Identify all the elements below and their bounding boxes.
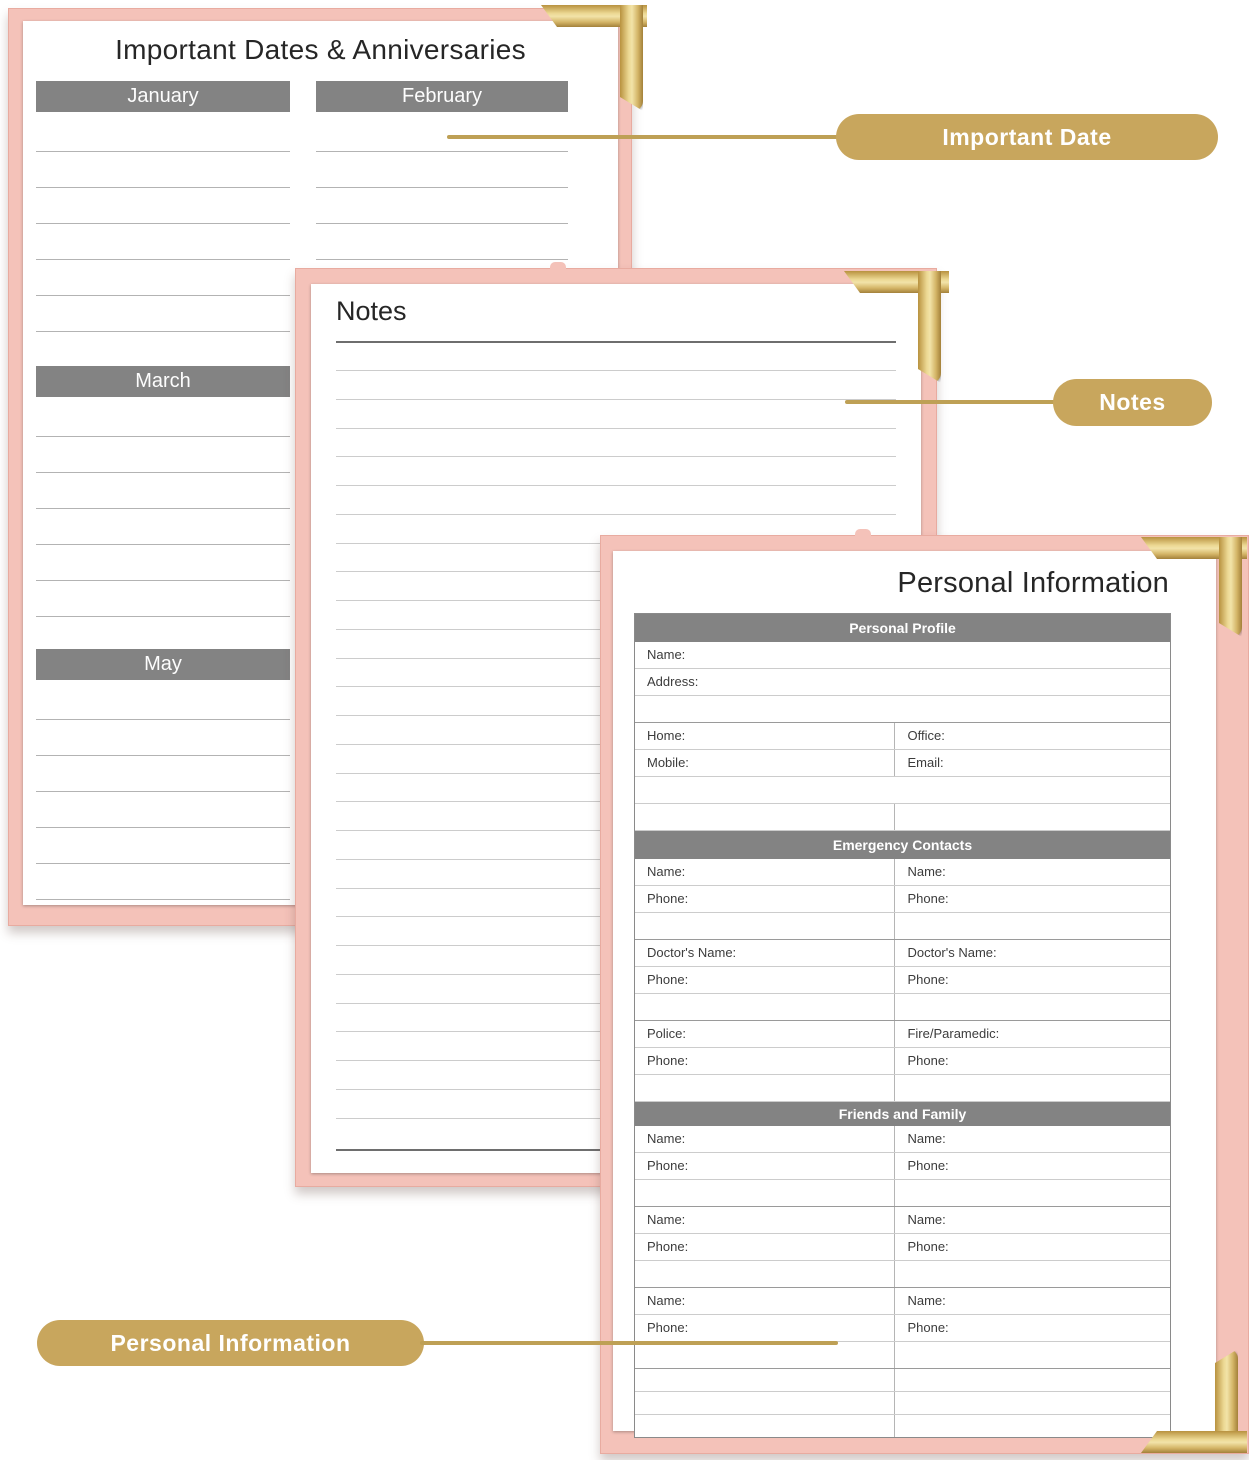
field-label: Fire/Paramedic: — [894, 1021, 1170, 1047]
field-label: Police: — [647, 1026, 687, 1041]
callout-important-date: Important Date — [836, 114, 1218, 160]
field-label: Doctor's Name: — [894, 940, 1170, 966]
table-row — [635, 1126, 1170, 1153]
ruled-line — [36, 508, 290, 509]
personal-info-page-sheet — [600, 535, 1249, 1454]
section-header: Personal Profile — [635, 614, 1170, 642]
ruled-line — [36, 472, 290, 473]
ruled-line — [336, 456, 896, 457]
field-label: Phone: — [894, 886, 1170, 912]
ruled-line — [336, 485, 896, 486]
field-label: Phone: — [647, 972, 689, 987]
table-row — [635, 1342, 1170, 1369]
ruled-line — [316, 259, 568, 260]
important-dates-title: Important Dates & Anniversaries — [115, 34, 526, 65]
notes-title: Notes — [336, 296, 407, 326]
ruled-line — [36, 616, 290, 617]
month-header-february: February — [316, 81, 568, 112]
field-label: Name: — [647, 647, 686, 662]
field-label: Phone: — [894, 1048, 1170, 1074]
personal-info-table — [634, 613, 1171, 1438]
table-row — [635, 1048, 1170, 1075]
field-label: Phone: — [894, 1234, 1170, 1260]
blank-field — [635, 1261, 894, 1287]
month-header-may: May — [36, 649, 290, 680]
blank-field — [894, 1180, 1170, 1206]
table-row — [635, 1153, 1170, 1180]
table-row — [635, 1315, 1170, 1342]
table-row — [635, 1392, 1170, 1415]
table-row — [635, 669, 1170, 696]
table-row — [635, 1369, 1170, 1392]
field-label: Phone: — [647, 1320, 689, 1335]
field-label: Phone: — [894, 967, 1170, 993]
table-row — [635, 1261, 1170, 1288]
blank-field — [635, 1392, 894, 1414]
section-header: Friends and Family — [635, 1102, 1170, 1126]
table-row — [635, 777, 1170, 804]
month-header-january: January — [36, 81, 290, 112]
field-label: Name: — [894, 859, 1170, 885]
table-row — [635, 750, 1170, 777]
table-row — [635, 696, 1170, 723]
table-row — [635, 913, 1170, 940]
notes-title-underline — [336, 341, 896, 343]
callout-notes: Notes — [1053, 379, 1212, 426]
gold-corner-icon — [918, 271, 941, 383]
ruled-line — [36, 755, 290, 756]
blank-field — [894, 804, 1170, 830]
personal-info-page — [613, 551, 1216, 1431]
blank-field — [635, 913, 894, 939]
ruled-line — [36, 295, 290, 296]
ruled-line — [36, 544, 290, 545]
callout-line-personal-information — [420, 1341, 838, 1345]
table-row — [635, 1075, 1170, 1102]
blank-field — [635, 994, 894, 1020]
table-row — [635, 886, 1170, 913]
ruled-line — [36, 863, 290, 864]
blank-field — [635, 1075, 894, 1101]
field-label: Name: — [894, 1288, 1170, 1314]
blank-field — [635, 1369, 894, 1391]
ruled-line — [36, 151, 290, 152]
table-row — [635, 1288, 1170, 1315]
ruled-line — [36, 223, 290, 224]
ruled-line — [336, 399, 896, 400]
ruled-line — [336, 370, 896, 371]
table-row — [635, 723, 1170, 750]
ruled-line — [316, 187, 568, 188]
ruled-line — [36, 827, 290, 828]
ruled-line — [36, 580, 290, 581]
blank-field — [635, 804, 894, 830]
ruled-line — [336, 428, 896, 429]
callout-line-important-date — [447, 135, 838, 139]
table-row — [635, 1207, 1170, 1234]
blank-field — [894, 1261, 1170, 1287]
blank-field — [635, 1415, 894, 1437]
sheet-tab — [550, 262, 566, 272]
table-row — [635, 642, 1170, 669]
ruled-line — [36, 436, 290, 437]
ruled-line — [36, 259, 290, 260]
field-label: Home: — [647, 728, 686, 743]
ruled-line — [36, 899, 290, 900]
blank-field — [894, 994, 1170, 1020]
table-row — [635, 1415, 1170, 1437]
gold-corner-icon — [1219, 537, 1242, 637]
gold-corner-icon — [1141, 1431, 1247, 1453]
table-row — [635, 1234, 1170, 1261]
blank-field — [635, 1180, 894, 1206]
field-label: Phone: — [647, 1239, 689, 1254]
ruled-line — [36, 791, 290, 792]
table-row — [635, 804, 1170, 831]
field-label: Name: — [647, 864, 686, 879]
ruled-line — [36, 719, 290, 720]
field-label: Name: — [647, 1131, 686, 1146]
blank-field — [894, 1342, 1170, 1368]
ruled-line — [316, 151, 568, 152]
blank-field — [635, 1342, 894, 1368]
personal-info-title: Personal Information — [897, 567, 1169, 599]
ruled-line — [336, 514, 896, 515]
field-label: Address: — [647, 674, 699, 689]
field-label: Mobile: — [647, 755, 689, 770]
field-label: Phone: — [894, 1153, 1170, 1179]
blank-field — [894, 1369, 1170, 1391]
blank-field — [894, 1075, 1170, 1101]
callout-line-notes — [845, 400, 1055, 404]
field-label: Name: — [647, 1293, 686, 1308]
section-header: Emergency Contacts — [635, 831, 1170, 859]
field-label: Name: — [647, 1212, 686, 1227]
table-row — [635, 940, 1170, 967]
table-row — [635, 1180, 1170, 1207]
blank-field — [894, 1415, 1170, 1437]
field-label: Phone: — [647, 1053, 689, 1068]
sheet-tab — [855, 529, 871, 539]
field-label: Doctor's Name: — [647, 945, 737, 960]
field-label: Phone: — [647, 1158, 689, 1173]
field-label: Name: — [894, 1207, 1170, 1233]
ruled-line — [36, 187, 290, 188]
field-label: Name: — [894, 1126, 1170, 1152]
field-label: Phone: — [647, 891, 689, 906]
table-row — [635, 994, 1170, 1021]
gold-corner-icon — [620, 5, 643, 111]
blank-field — [894, 913, 1170, 939]
ruled-line — [36, 331, 290, 332]
table-row — [635, 1021, 1170, 1048]
table-row — [635, 859, 1170, 886]
field-label: Office: — [894, 723, 1170, 749]
callout-personal-information: Personal Information — [37, 1320, 424, 1366]
field-label: Email: — [894, 750, 1170, 776]
field-label: Phone: — [894, 1315, 1170, 1341]
table-row — [635, 967, 1170, 994]
month-header-march: March — [36, 366, 290, 397]
ruled-line — [316, 223, 568, 224]
blank-field — [894, 1392, 1170, 1414]
